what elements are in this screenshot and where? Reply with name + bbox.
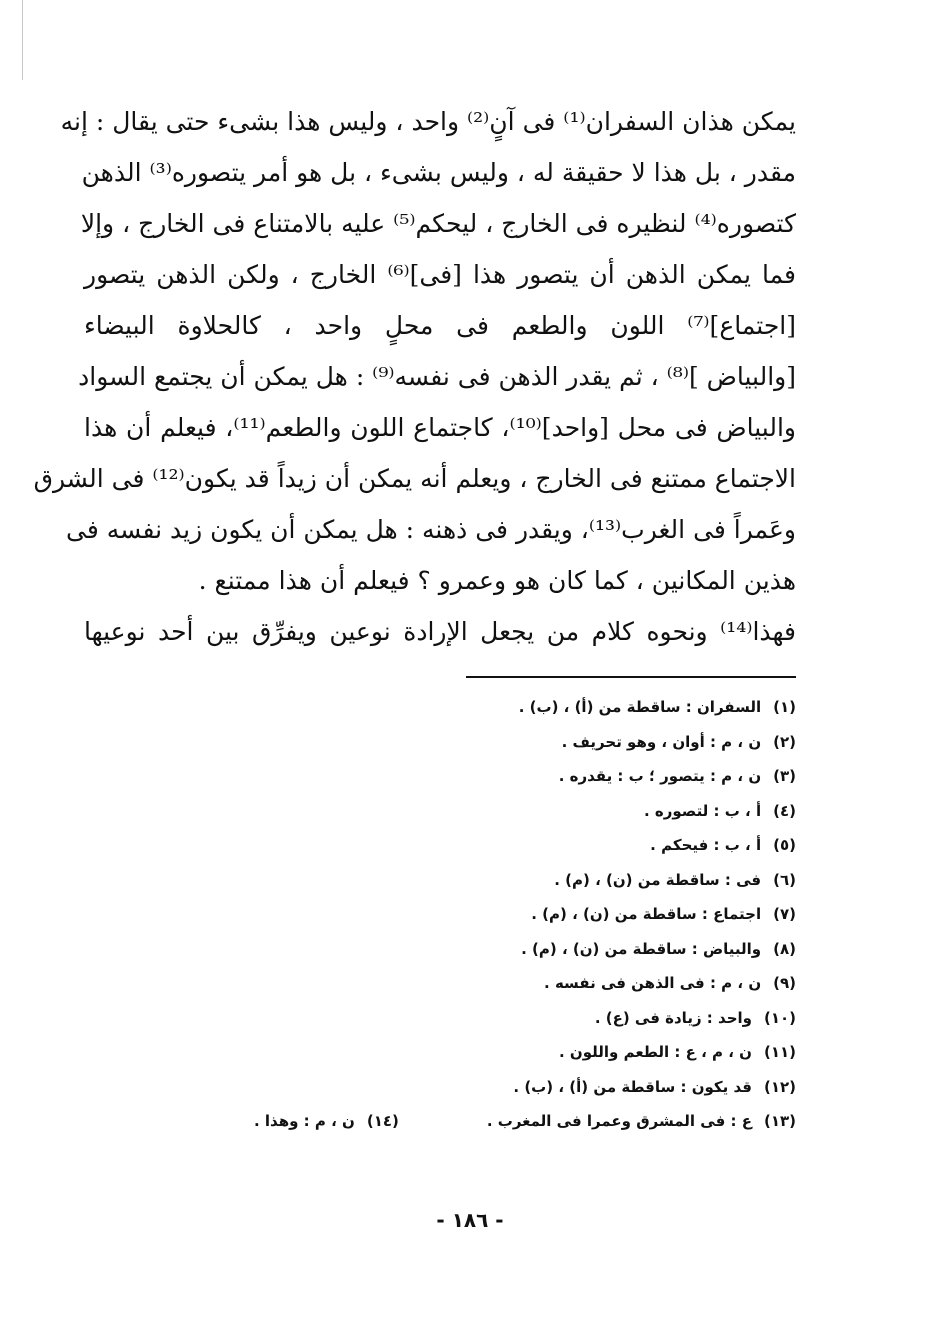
footnote [84, 863, 796, 898]
footnote-text: قد يكون : ساقطة من (أ) ، (ب) . [513, 1077, 752, 1096]
footnote [84, 1035, 796, 1070]
footnote [84, 1070, 796, 1105]
main-text-block [33, 96, 796, 657]
body-line: فهذا⁽¹⁴⁾ ونحوه كلام من يجعل الإرادة نوعين ويفرِّق بين أحد نوعيها [84, 617, 796, 646]
footnote-text: ن ، م : يتصور ؛ ب : يقدره . [558, 767, 762, 785]
footnote [84, 794, 796, 829]
footnote [84, 828, 796, 863]
footnote-number: (٣) [773, 767, 796, 785]
footnote-number: (١١) [763, 1043, 796, 1061]
footnote-text: ن ، م ، ع : الطعم واللون . [559, 1043, 752, 1061]
footnote [84, 690, 796, 725]
body-line: يمكن هذان السفران⁽¹⁾ فى آنٍ⁽²⁾ واحد ، وليس هذا بشىء حتى يقال : إنه [60, 107, 796, 136]
body-line: مقدر ، بل هذا لا حقيقة له ، وليس بشىء ، بل هو أمر يتصوره⁽³⁾ الذهن [81, 158, 796, 187]
footnote-number: (١٤) [366, 1112, 399, 1130]
footnote-number: (٢) [773, 732, 796, 751]
body-line: هذين المكانين ، كما كان هو وعمرو ؟ فيعلم أن هذا ممتنع . [198, 566, 796, 595]
body-line: [اجتماع]⁽⁷⁾ اللون والطعم فى محلٍ واحد ، كالحلاوة البيضاء [84, 311, 796, 340]
footnotes [84, 690, 796, 1139]
footnote [84, 932, 796, 967]
footnote [84, 725, 796, 760]
footnote-number: (١٢) [763, 1077, 796, 1096]
body-line: وعَمراً فى الغرب⁽¹³⁾، ويقدر فى ذهنه : هل يمكن أن يكون زيد نفسه فى [66, 515, 796, 544]
footnote [84, 966, 796, 1001]
footnote-number: (٧) [773, 905, 796, 923]
body-line: فما يمكن الذهن أن يتصور هذا [فى]⁽⁶⁾ الخارج ، ولكن الذهن يتصور [84, 260, 796, 289]
body-line: [والبياض ]⁽⁸⁾ ، ثم يقدر الذهن فى نفسه⁽⁹⁾ : هل يمكن أن يجتمع السواد [78, 362, 796, 391]
footnote-text: ن ، م : فى الذهن فى نفسه . [544, 974, 762, 992]
footnote-text: ن ، م : وهذا . [254, 1112, 355, 1130]
footnote-number: (٨) [773, 939, 796, 958]
footnote-number: (٩) [773, 974, 796, 992]
footnote-text: أ ، ب : لتصوره . [643, 801, 762, 820]
footnote-text: واحد : زيادة فى (ع) . [594, 1008, 752, 1027]
body-line: كتصوره⁽⁴⁾ لنظيره فى الخارج ، ليحكم⁽⁵⁾ عليه بالامتناع فى الخارج ، وإلا [80, 209, 796, 238]
footnote [84, 759, 796, 794]
footnote [84, 1001, 796, 1036]
footnote-text: أ ، ب : فيحكم . [650, 836, 762, 854]
footnote-text: والبياض : ساقطة من (ن) ، (م) . [521, 939, 762, 958]
footnote-14 [254, 1104, 399, 1139]
footnote-text: السفران : ساقطة من (أ) ، (ب) . [518, 698, 762, 716]
footnote [84, 1104, 796, 1139]
footnote-number: (٤) [773, 801, 796, 820]
footnote-text: اجتماع : ساقطة من (ن) ، (م) . [531, 905, 762, 923]
footnote-number: (١٣) [763, 1112, 796, 1130]
body-paragraph [33, 96, 796, 657]
page-number: - ١٨٦ - [436, 1208, 504, 1232]
scan-margin-line [22, 0, 23, 80]
footnote-number: (٥) [773, 836, 796, 854]
footnote-separator [466, 676, 796, 678]
footnote-text: ع : فى المشرق وعمرا فى المغرب . [486, 1112, 752, 1130]
footnote-text: فى : ساقطة من (ن) ، (م) . [554, 870, 762, 889]
footnote-number: (٦) [773, 870, 796, 889]
body-line: والبياض فى محل [واحد]⁽¹⁰⁾، كاجتماع اللون والطعم⁽¹¹⁾، فيعلم أن هذا [84, 413, 796, 442]
footnote-number: (١) [773, 698, 796, 716]
footnote [84, 897, 796, 932]
body-line: الاجتماع ممتنع فى الخارج ، ويعلم أنه يمكن أن زيداً قد يكون⁽¹²⁾ فى الشرق [33, 464, 796, 493]
footnote-text: ن ، م : أوان ، وهو تحريف . [561, 732, 762, 751]
footnote-number: (١٠) [763, 1008, 796, 1027]
